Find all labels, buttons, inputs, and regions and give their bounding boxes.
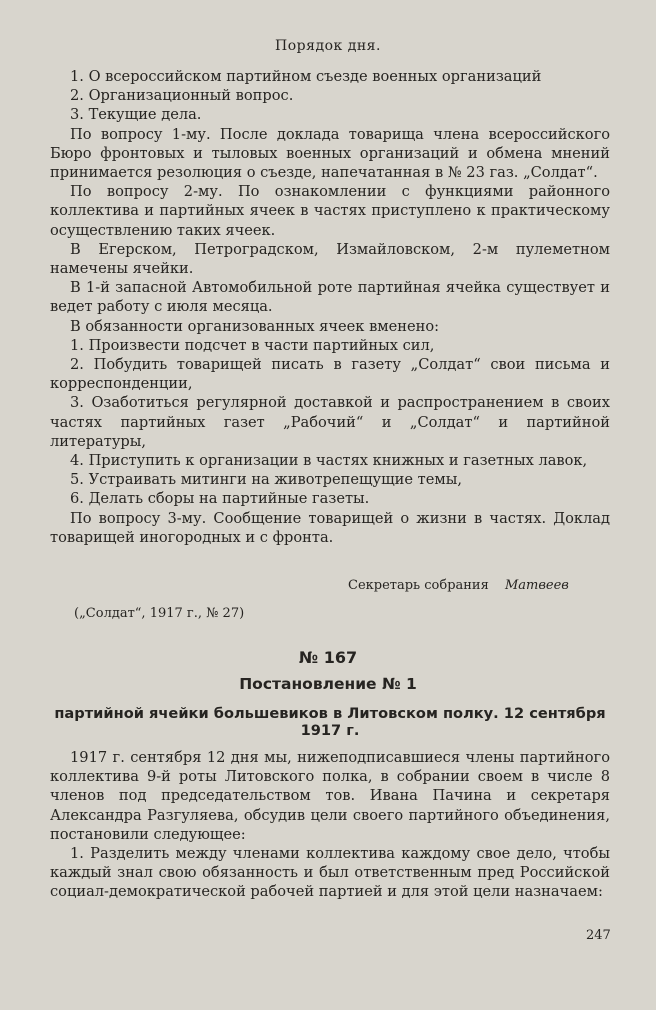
signature-name: Матвеев [504, 578, 569, 593]
paragraph: По вопросу 1-му. После доклада товарища члена всероссийского Бюро фронтовых и тыловых военных организаций и обмена мнений принимается резолюция о съезде, напечатанная в № 23 газ. „Солдат“. [50, 125, 610, 182]
paragraph: В Егерском, Петроградском, Измайловском, 2-м пулеметном намечены ячейки. [50, 240, 610, 278]
paragraph: В 1-й запасной Автомобильной роте партийная ячейка существует и ведет работу с июля месяца. [50, 279, 610, 316]
duty-item: 1. Произвести подсчет в части партийных сил, [70, 336, 435, 354]
signature-line [348, 578, 569, 593]
duty-item: 5. Устраивать митинги на животрепещущие темы, [70, 471, 462, 489]
signature-role: Секретарь собрания [348, 578, 489, 593]
duty-item: 6. Делать сборы на партийные газеты. [70, 490, 370, 508]
duty-item: 3. Озаботиться регулярной доставкой и распространением в своих частях партийных газет „Рабочий“ и „Солдат“ и партийной литературы, [50, 394, 610, 450]
paragraph: По вопросу 3-му. Сообщение товарищей о жизни в частях. Доклад товарищей иногородных и с фронта. [50, 509, 610, 546]
page-number: 247 [586, 928, 611, 943]
agenda-item: 2. Организационный вопрос. [70, 87, 294, 105]
agenda-block [50, 67, 610, 547]
paragraph: 1917 г. сентября 12 дня мы, нижеподписавшиеся члены партийного коллектива 9-й роты Литовского полка, в собрании своем в числе 8 членов под председательством тов. Ивана Пачина и секретаря Александра Разгуляева, обсудив цели своего партийного объединения, постановили следующее: [50, 749, 610, 843]
agenda-item: 1. О всероссийском партийном съезде военных организаций [70, 68, 542, 85]
paragraph: 1. Разделить между членами коллектива каждому свое дело, чтобы каждый знал свою обязанность и был ответственным пред Российской социал-демократической рабочей партией и для этой цели назначаем: [50, 845, 610, 901]
paragraph: В обязанности организованных ячеек вменено: [70, 317, 440, 335]
resolution-body [50, 748, 610, 902]
section-header: Порядок дня. [275, 38, 381, 54]
agenda-item: 3. Текущие дела. [70, 106, 202, 124]
source-citation: („Солдат“, 1917 г., № 27) [74, 606, 245, 621]
document-number: № 167 [298, 648, 358, 667]
paragraph: По вопросу 2-му. По ознакомлении с функциями районного коллектива и партийных ячеек в частях приступлено к практическому осуществлению таких ячеек. [50, 183, 610, 239]
document-title: Постановление № 1 [239, 675, 417, 693]
document-subtitle: партийной ячейки большевиков в Литовском полку. 12 сентября 1917 г. [54, 705, 606, 739]
duty-item: 2. Побудить товарищей писать в газету „Солдат“ свои письма и корреспонденции, [50, 356, 610, 393]
duty-item: 4. Приступить к организации в частях книжных и газетных лавок, [70, 452, 588, 470]
